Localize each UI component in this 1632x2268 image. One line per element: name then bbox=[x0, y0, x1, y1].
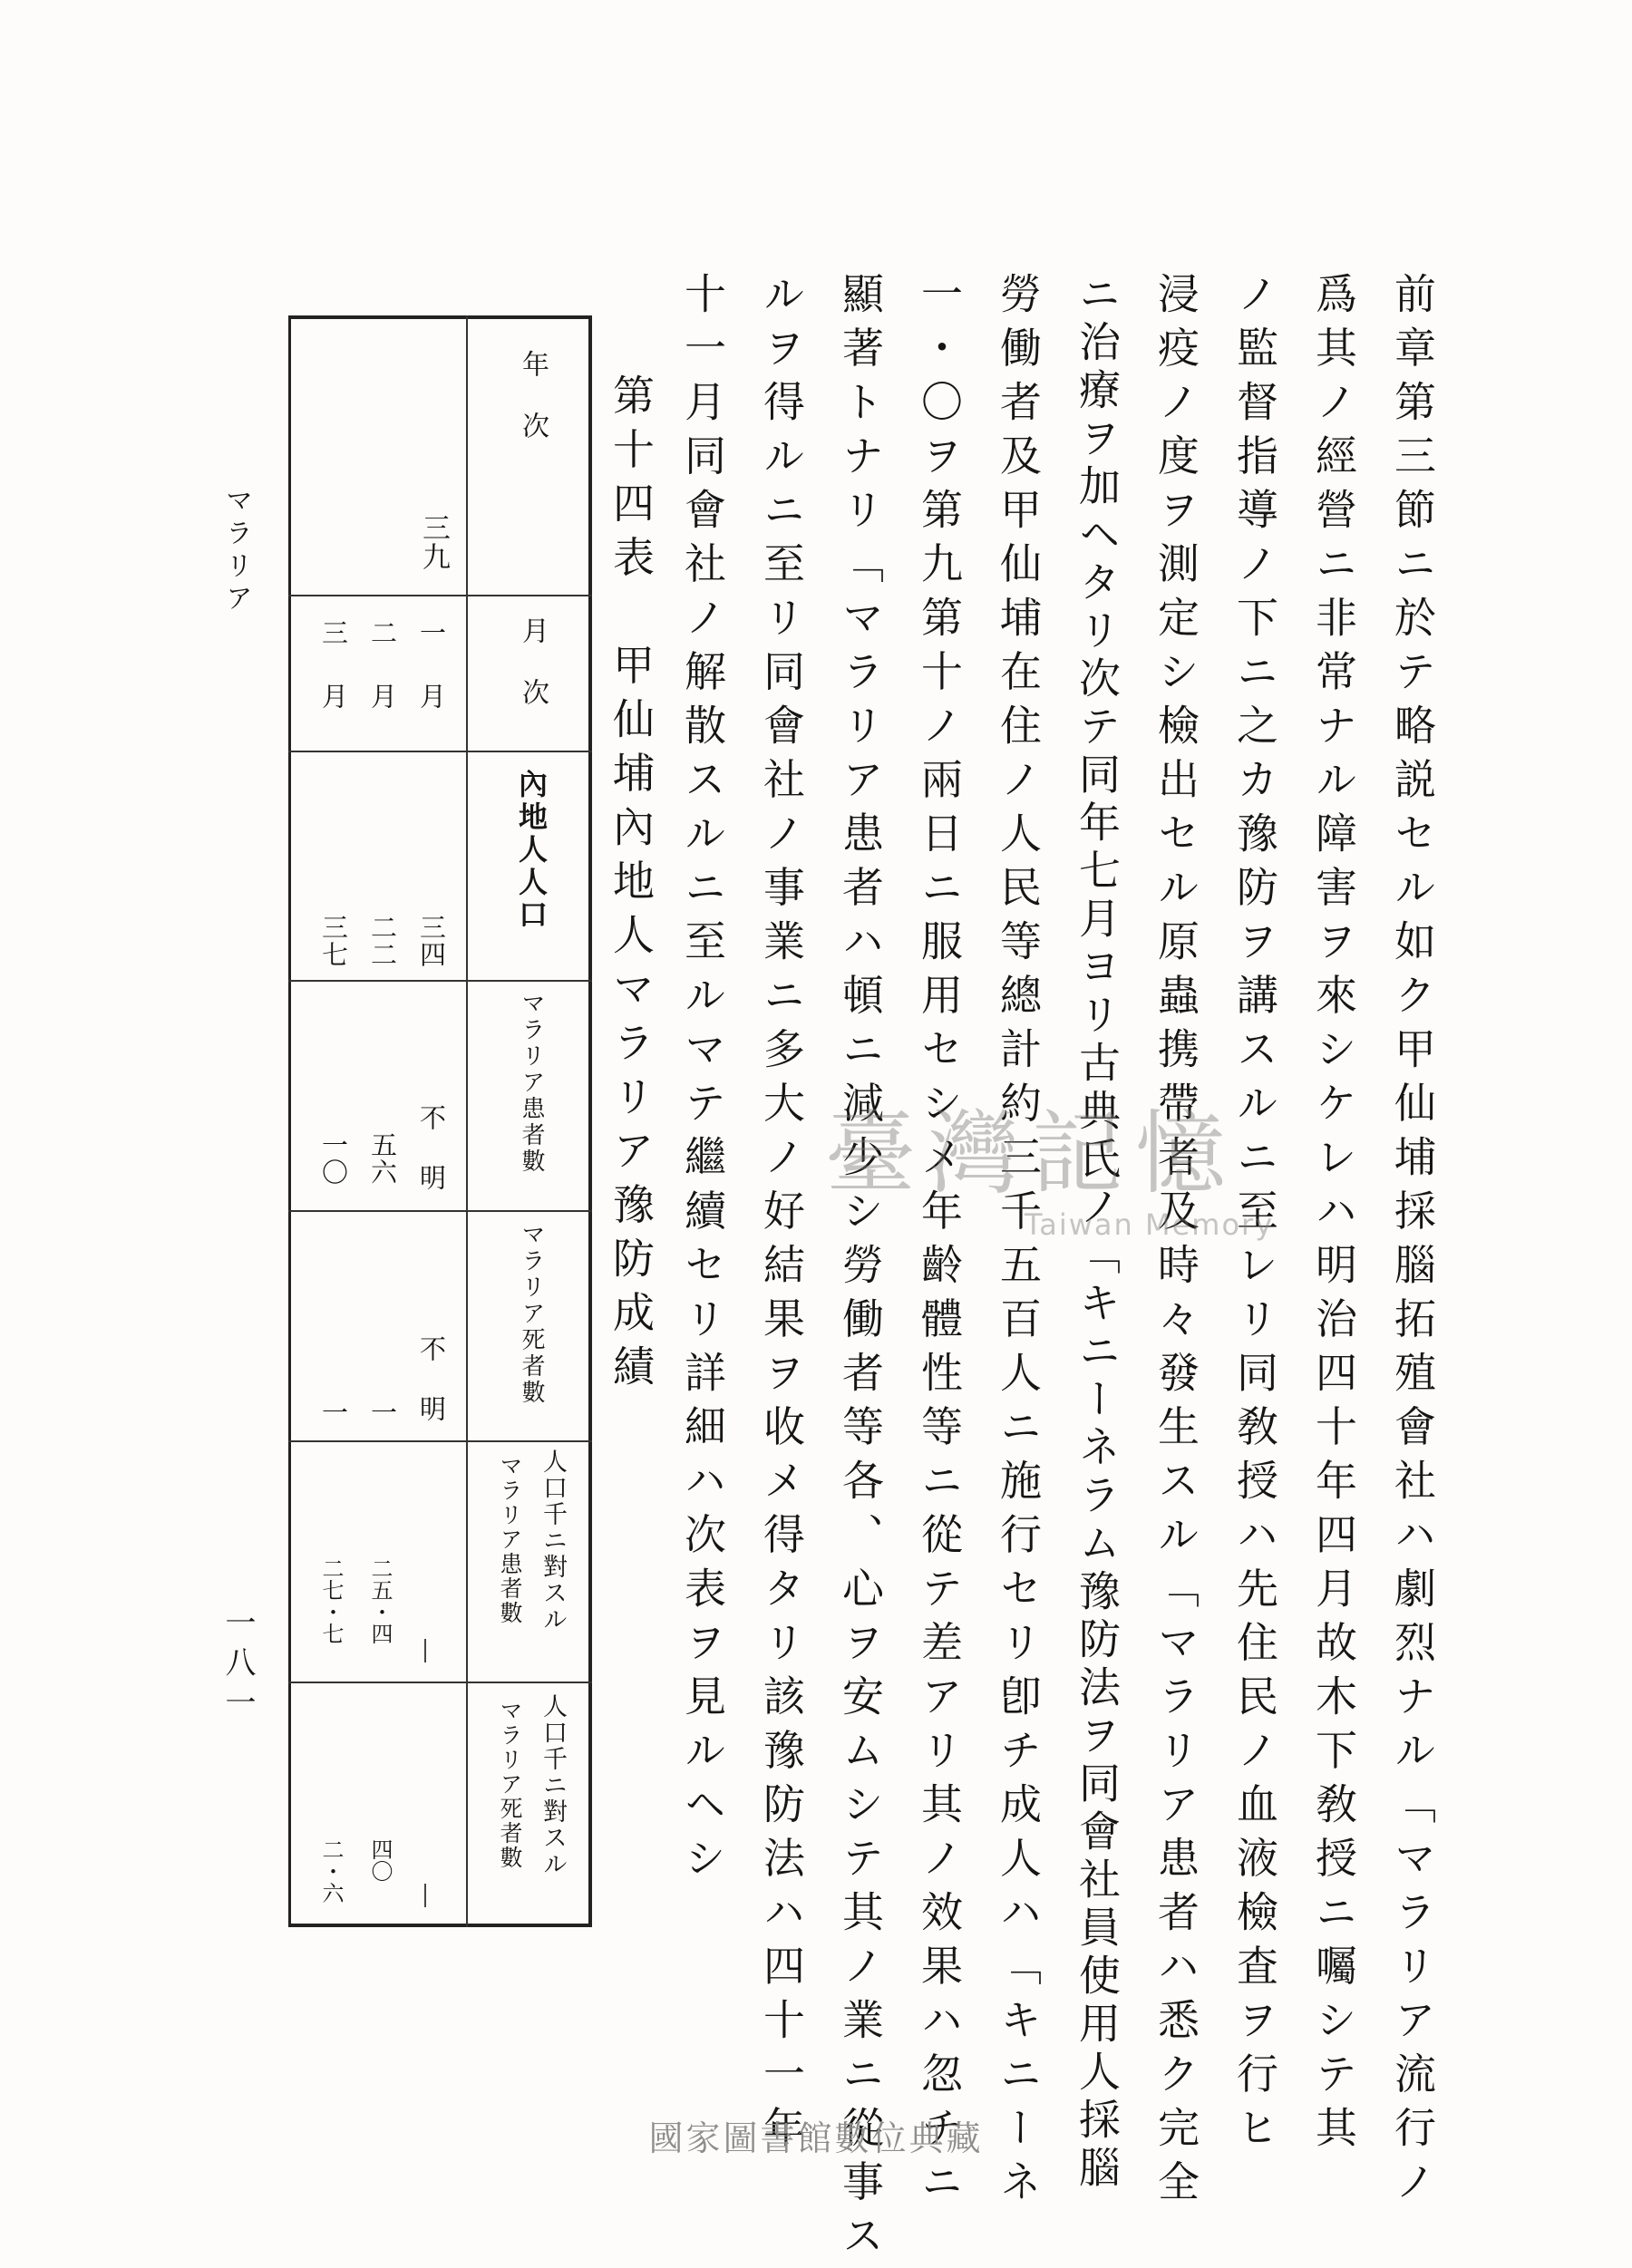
header-malaria-deaths: マラリア死者數 bbox=[518, 1222, 545, 1406]
table-header-divider bbox=[466, 315, 468, 1927]
cases-rate-row-2: 二五・四 bbox=[367, 1557, 393, 1644]
header-year: 年 次 bbox=[517, 350, 549, 442]
cases-rate-row-3: 二七・七 bbox=[318, 1557, 344, 1644]
deaths-rate-row-1-dash bbox=[424, 1884, 426, 1907]
page-number: 一八一 bbox=[219, 1606, 256, 1726]
deaths-row-1: 不 明 bbox=[416, 1335, 447, 1425]
footer-archive-label: 國家圖書館數位典藏 bbox=[648, 2118, 984, 2158]
population-row-3: 三七 bbox=[318, 914, 349, 968]
table-border-left bbox=[288, 315, 291, 1927]
watermark-chinese: 臺灣記憶 bbox=[825, 1100, 1239, 1207]
table-title: 第十四表 甲仙埔內地人マラリア豫防成績 bbox=[607, 373, 656, 1399]
header-cases-per-1000-line2: マラリア患者數 bbox=[497, 1454, 523, 1625]
header-deaths-per-1000-line1: 人口千ニ對スル bbox=[539, 1693, 567, 1877]
body-column-4: 浸疫ノ度ヲ測定シ檢出セル原蟲携帶者及時々發生スル「マラリア患者ハ悉ク完全 bbox=[1151, 272, 1200, 2214]
cases-row-2: 五六 bbox=[367, 1131, 398, 1186]
row-divider-6 bbox=[288, 1682, 592, 1683]
population-row-2: 二二 bbox=[367, 914, 398, 968]
table-border-bottom bbox=[288, 1924, 592, 1927]
population-row-1: 三四 bbox=[416, 914, 447, 968]
month-row-1: 一 月 bbox=[416, 619, 447, 714]
body-column-3: ノ監督指導ノ下ニ之カ豫防ヲ講スルニ至レリ同敎授ハ先住民ノ血液檢査ヲ行ヒ bbox=[1230, 272, 1279, 2160]
malaria-prevention-table bbox=[288, 315, 592, 1927]
body-column-5: ニ治療ヲ加ヘタリ次テ同年七月ヨリ古典氏ノ「キニーネラム豫防法ヲ同會社員使用人採腦 bbox=[1073, 272, 1122, 2194]
header-population: 內地人人口 bbox=[514, 769, 549, 932]
header-cases-per-1000-line1: 人口千ニ對スル bbox=[539, 1449, 567, 1633]
deaths-rate-row-3: 二・六 bbox=[318, 1838, 344, 1904]
header-deaths-per-1000-line2: マラリア死者數 bbox=[497, 1699, 523, 1870]
body-column-7: 一・〇ヲ第九第十ノ兩日ニ服用セシメ年齡體性等ニ從テ差アリ其ノ效果ハ忽チニ bbox=[915, 272, 964, 2214]
watermark-english: Taiwan Memory bbox=[1025, 1207, 1275, 1242]
month-row-2: 二 月 bbox=[367, 619, 398, 714]
body-column-9: ルヲ得ルニ至リ同會社ノ事業ニ多大ノ好結果ヲ收メ得タリ該豫防法ハ四十一年 bbox=[757, 272, 806, 2160]
month-row-3: 三 月 bbox=[318, 619, 349, 714]
body-column-6: 勞働者及甲仙埔在住ノ人民等總計約三千五百人ニ施行セリ卽チ成人ハ「キニーネ bbox=[994, 272, 1043, 2214]
cases-rate-row-1-dash bbox=[424, 1639, 426, 1662]
row-divider-5 bbox=[288, 1440, 592, 1442]
cases-row-1: 不 明 bbox=[416, 1104, 447, 1194]
row-divider-1 bbox=[288, 595, 592, 596]
table-border-top bbox=[288, 315, 592, 319]
header-month: 月 次 bbox=[517, 616, 549, 709]
table-border-right bbox=[588, 315, 592, 1927]
body-column-8: 顯著トナリ「マラリア患者ハ頓ニ減少シ勞働者等各、心ヲ安ムシテ其ノ業ニ從事ス bbox=[836, 272, 885, 2268]
body-column-2: 爲其ノ經營ニ非常ナル障害ヲ來シケレハ明治四十年四月故木下敎授ニ囑シテ其 bbox=[1309, 272, 1358, 2160]
row-divider-3 bbox=[288, 980, 592, 982]
deaths-row-3: 一 bbox=[318, 1399, 349, 1426]
running-header: マラリア bbox=[220, 486, 252, 616]
row-divider-4 bbox=[288, 1210, 592, 1212]
deaths-row-2: 一 bbox=[367, 1399, 398, 1426]
deaths-rate-row-2: 四〇 bbox=[367, 1838, 393, 1882]
year-value: 三九 bbox=[417, 513, 450, 571]
watermark bbox=[825, 1081, 1274, 1242]
body-column-10: 十一月同會社ノ解散スルニ至ルマテ繼續セリ詳細ハ次表ヲ見ルヘシ bbox=[678, 272, 727, 1890]
row-divider-2 bbox=[288, 751, 592, 752]
body-column-1: 前章第三節ニ於テ略説セル如ク甲仙埔採腦拓殖會社ハ劇烈ナル「マラリア流行ノ bbox=[1388, 272, 1437, 2214]
header-malaria-cases: マラリア患者數 bbox=[518, 991, 545, 1175]
cases-row-3: 一〇 bbox=[318, 1131, 349, 1186]
